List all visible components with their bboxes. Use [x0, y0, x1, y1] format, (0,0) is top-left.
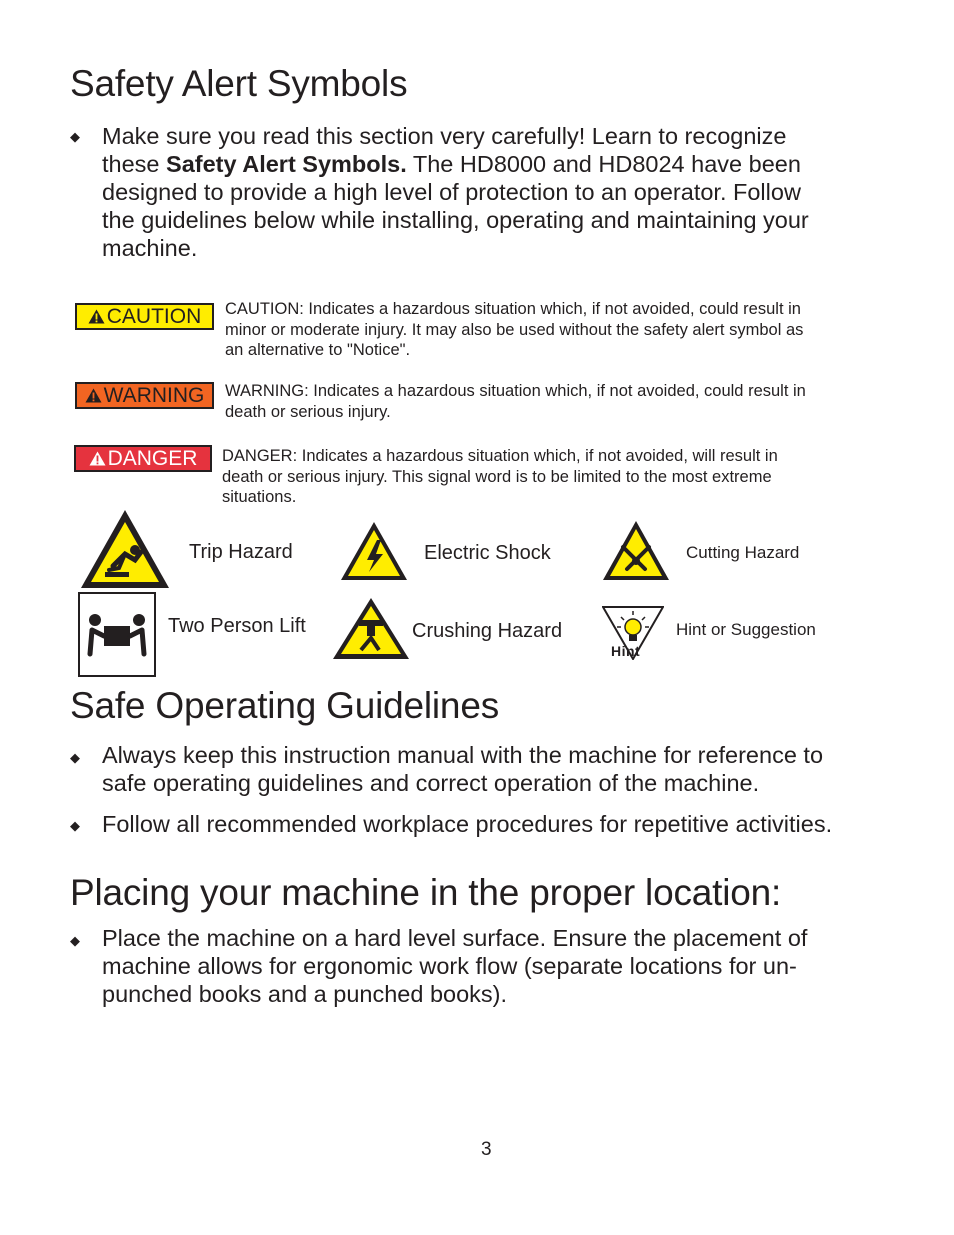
page-number: 3 — [481, 1139, 492, 1160]
bullet-diamond-icon: ◆ — [70, 933, 80, 948]
placement-line: machine allows for ergonomic work flow (separate locations for un- — [102, 953, 797, 979]
caution-desc-line: minor or moderate injury. It may also be used without the safety alert symbol as — [225, 320, 804, 339]
cutting-hazard-label: Cutting Hazard — [686, 543, 800, 562]
cutting-hazard-icon — [601, 519, 671, 582]
guideline-line: Always keep this instruction manual with the machine for reference to — [102, 742, 824, 768]
section-heading-safe-operating: Safe Operating Guidelines — [70, 685, 499, 726]
crushing-hazard-label: Crushing Hazard — [412, 620, 563, 642]
bullet-diamond-icon: ◆ — [70, 818, 80, 833]
danger-word: DANGER — [107, 446, 198, 470]
intro-line: Make sure you read this section very carefully! Learn to recognize — [102, 123, 787, 149]
two-person-lift-label: Two Person Lift — [168, 615, 306, 637]
placement-line: Place the machine on a hard level surface. Ensure the placement of — [102, 925, 808, 951]
intro-text: these — [102, 151, 167, 177]
trip-hazard-icon — [79, 508, 171, 590]
hint-badge-text: Hint — [611, 643, 641, 659]
intro-paragraph — [102, 122, 902, 262]
warning-desc-line: WARNING: Indicates a hazardous situation which, if not avoided, could result in — [225, 382, 806, 400]
alert-triangle-icon — [88, 309, 105, 324]
caution-desc-line: CAUTION: Indicates a hazardous situation which, if not avoided, could result in — [225, 300, 801, 318]
caution-description — [225, 299, 905, 361]
electric-shock-label: Electric Shock — [424, 542, 551, 564]
intro-line: the guidelines below while installing, operating and maintaining your — [102, 207, 809, 233]
intro-line: designed to provide a high level of protection to an operator. Follow — [102, 179, 801, 205]
alert-triangle-icon — [89, 451, 106, 466]
intro-line: machine. — [102, 235, 198, 261]
intro-line — [102, 150, 902, 178]
danger-description — [222, 446, 902, 508]
caution-desc-line: an alternative to "Notice". — [225, 341, 411, 359]
placement-line: punched books and a punched books). — [102, 981, 508, 1007]
hint-label: Hint or Suggestion — [676, 620, 816, 639]
intro-bold-text: Safety Alert Symbols. — [166, 151, 407, 177]
trip-hazard-label: Trip Hazard — [189, 541, 293, 563]
caution-signal-label — [75, 303, 214, 330]
two-person-lift-icon — [78, 592, 156, 677]
warning-description — [225, 381, 905, 422]
alert-triangle-icon — [85, 388, 102, 403]
section-heading-placement: Placing your machine in the proper location: — [70, 872, 782, 913]
electric-shock-icon — [339, 520, 409, 582]
bullet-diamond-icon: ◆ — [70, 750, 80, 765]
danger-desc-line: situations. — [222, 488, 297, 506]
crushing-hazard-icon — [331, 596, 411, 661]
warning-word: WARNING — [103, 383, 205, 407]
placement-item — [102, 924, 902, 1008]
danger-desc-line: death or serious injury. This signal word is to be limited to the most extreme — [222, 467, 772, 486]
danger-signal-label — [74, 445, 212, 472]
bullet-diamond-icon: ◆ — [70, 129, 80, 144]
guideline-item — [102, 810, 902, 838]
warning-signal-label — [75, 382, 214, 409]
danger-desc-line: DANGER: Indicates a hazardous situation which, if not avoided, will result in — [222, 447, 778, 465]
guideline-item — [102, 741, 902, 797]
warning-desc-line: death or serious injury. — [225, 402, 391, 421]
caution-word: CAUTION — [106, 304, 202, 328]
intro-text: The HD8000 and HD8024 have been — [406, 151, 801, 177]
section-heading-safety-alert: Safety Alert Symbols — [70, 63, 408, 104]
guideline-line: Follow all recommended workplace procedures for repetitive activities. — [102, 811, 833, 837]
guideline-line: safe operating guidelines and correct operation of the machine. — [102, 770, 760, 796]
